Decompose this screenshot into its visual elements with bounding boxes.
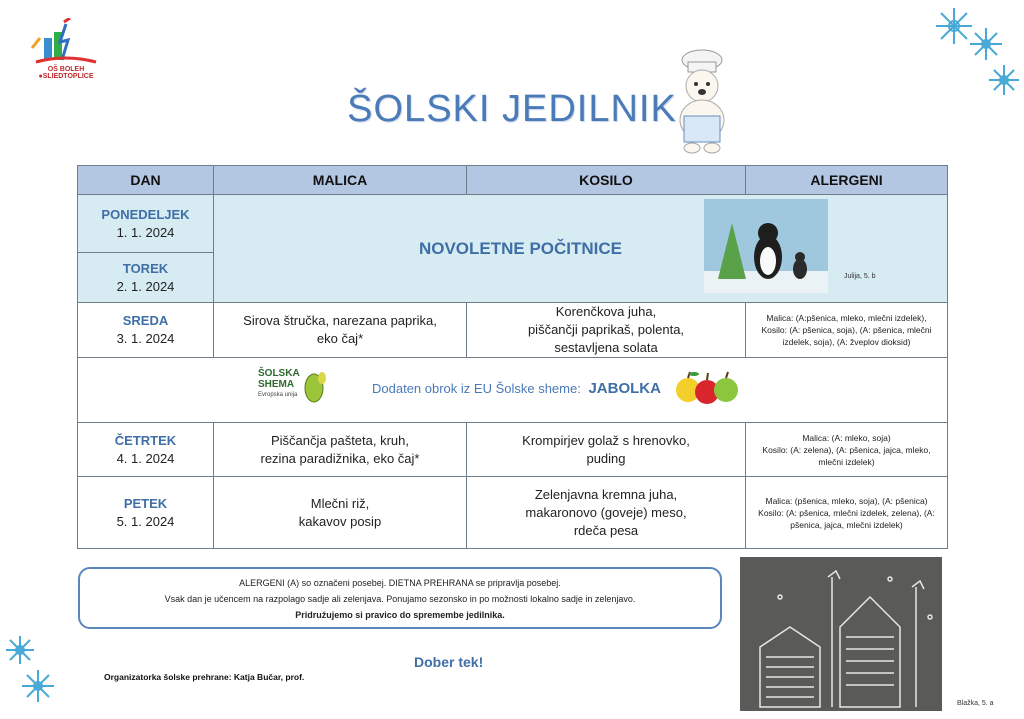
snowflakes-icon (2, 630, 62, 710)
notes-line: Pridružujemo si pravico do spremembe jedilnika. (295, 610, 505, 620)
snowflakes-icon (928, 4, 1024, 100)
meal-line: puding (586, 450, 626, 466)
allergen-line: Malica: (A: mleko, soja) (802, 432, 891, 443)
school-scheme-text (372, 380, 661, 397)
apples-icon (674, 368, 740, 408)
menu-table (77, 165, 948, 549)
header-alergeni: ALERGENI (746, 166, 948, 195)
header-malica: MALICA (214, 166, 467, 195)
day-cell-wednesday (78, 303, 214, 358)
meal-line: kakavov posip (298, 513, 382, 529)
day-name: TOREK (122, 260, 169, 276)
meal-line: piščančji paprikaš, polenta, (527, 322, 685, 337)
drawing-caption: Blažka, 5. a (957, 700, 994, 707)
allergen-line: Kosilo: (A: pšenica, mlečni izdelek, zelena), (A: (758, 507, 935, 518)
meal-line: rdeča pesa (573, 522, 639, 538)
day-date: 3. 1. 2024 (116, 331, 175, 346)
meal-line: Piščančja pašteta, kruh, (270, 432, 410, 448)
scheme-logo-line: Evropska unija (258, 392, 298, 398)
holiday-cell (214, 195, 948, 303)
school-scheme-row (78, 358, 948, 423)
holiday-image-caption: Julija, 5. b (844, 273, 876, 280)
meal-line: rezina paradižnika, eko čaj* (260, 450, 420, 466)
allergen-line: pšenica, jajca, mlečni izdelek) (790, 519, 903, 530)
day-name: PETEK (123, 495, 168, 511)
school-logo-text: OŠ BOLEH ●SLIEDTOPLICE (38, 66, 94, 80)
day-date: 1. 1. 2024 (116, 224, 175, 240)
closing-text: Dober tek! (414, 654, 484, 670)
kosilo-cell (467, 303, 746, 358)
page-title: ŠOLSKI JEDILNIK (347, 88, 677, 130)
scheme-logo-line: ŠOLSKA (258, 368, 300, 379)
malica-cell (214, 423, 467, 477)
notes-line: Vsak dan je učencem na razpolago sadje ali zelenjava. Ponujamo sezonsko in po možnosti lokalno sadje in zelenjavo. (164, 594, 636, 604)
meal-line: Sirova štručka, narezana paprika, (243, 313, 437, 328)
header-dan: DAN (78, 166, 214, 195)
header-kosilo: KOSILO (467, 166, 746, 195)
day-cell-tuesday (78, 253, 214, 303)
malica-cell (214, 303, 467, 358)
alergeni-cell (746, 303, 948, 358)
scheme-logo-line: SHEMA (258, 379, 295, 390)
meal-line: sestavljena solata (554, 340, 658, 355)
allergen-line: izdelek, soja), (A: žveplov dioksid) (782, 337, 911, 347)
kosilo-cell (467, 423, 746, 477)
allergen-line: Malica: (A:pšenica, mleko, mlečni izdelek), (766, 313, 927, 323)
meal-line: Zelenjavna kremna juha, (534, 486, 678, 502)
alergeni-cell (746, 423, 948, 477)
meal-line: Korenčkova juha, (555, 304, 657, 319)
day-cell-thursday (78, 423, 214, 477)
allergen-line: Kosilo: (A: zelena), (A: pšenica, jajca, mleko, (762, 444, 931, 455)
meal-line: eko čaj* (316, 331, 364, 346)
meal-line: makaronovo (goveje) meso, (525, 504, 687, 520)
allergen-line: Malica: (pšenica, mleko, soja), (A: pšenica) (765, 495, 928, 506)
day-date: 2. 1. 2024 (116, 278, 175, 294)
holiday-label: NOVOLETNE POČITNICE (418, 238, 623, 258)
chef-bear-icon (666, 48, 736, 158)
meal-line: Mlečni riž, (310, 495, 370, 511)
malica-cell (214, 477, 467, 549)
notes-line: ALERGENI (A) so označeni posebej. DIETNA PREHRANA se pripravlja posebej. (239, 578, 561, 588)
meal-line: Krompirjev golaž s hrenovko, (522, 432, 690, 448)
kosilo-cell (467, 477, 746, 549)
allergen-line: mlečni izdelek) (818, 456, 875, 467)
scheme-description: Dodaten obrok iz EU Šolske sheme: (372, 381, 581, 396)
chalk-houses-drawing-icon (740, 557, 942, 711)
day-name: PONEDELJEK (101, 206, 190, 222)
penguin-drawing-icon (704, 199, 828, 293)
alergeni-cell (746, 477, 948, 549)
scheme-fruit: JABOLKA (588, 380, 661, 397)
notes-box (78, 567, 722, 629)
day-date: 5. 1. 2024 (116, 513, 175, 529)
allergen-line: Kosilo: (A: pšenica, soja), (A: pšenica, mlečni (761, 325, 932, 335)
day-cell-friday (78, 477, 214, 549)
day-name: ČETRTEK (114, 432, 177, 448)
day-name: SREDA (122, 313, 169, 328)
organizer-text: Organizatorka šolske prehrane: Katja Bučar, prof. (104, 672, 305, 682)
day-date: 4. 1. 2024 (116, 450, 175, 466)
day-cell-monday (78, 195, 214, 253)
